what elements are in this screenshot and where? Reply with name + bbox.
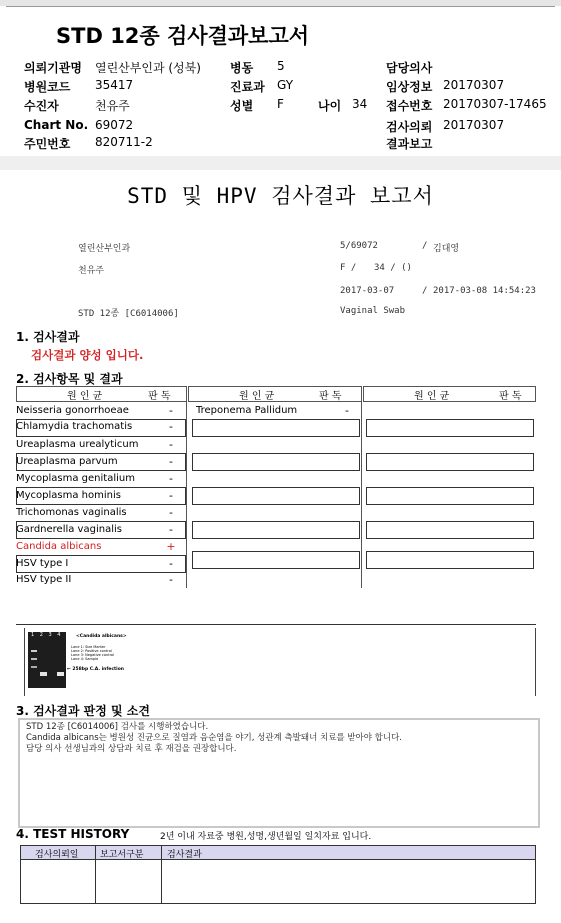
organism-gardnerella: Gardnerella vaginalis (16, 524, 122, 535)
organism-treponema: Treponema Pallidum (196, 405, 298, 416)
meta-test-name: STD 12종 [C6014006] (78, 309, 179, 319)
organism-u-urealyticum: Ureaplasma urealyticum (16, 439, 139, 450)
section1-title: 1. 검사결과 (16, 330, 80, 344)
empty-row-box (192, 419, 360, 437)
gel-legend-line: Lane 4: Sample (71, 657, 99, 661)
id-label: 주민번호 (24, 137, 71, 151)
gel-legend-line: Lane 1: Size Marker (71, 645, 106, 649)
doctor-label: 담당의사 (386, 61, 433, 75)
sex-value: F (277, 97, 284, 111)
result-neisseria: - (169, 404, 173, 417)
history-table (20, 845, 536, 904)
result-u-parvum: - (169, 455, 173, 468)
col-judgement-label: 판 독 (319, 391, 342, 402)
organism-u-parvum: Ureaplasma parvum (16, 456, 118, 467)
opinion-text (26, 722, 402, 755)
history-note: 2년 이내 자료중 병원,성명,생년월일 일치자료 입니다. (160, 832, 372, 842)
gel-legend-line: Lane 2: Positive control (71, 649, 112, 653)
result-chlamydia: - (169, 420, 173, 433)
result-hsv1: - (169, 557, 173, 570)
meta-patient: 천유주 (78, 266, 105, 276)
report-title: STD 12종 검사결과보고서 (56, 24, 310, 48)
organism-chlamydia: Chlamydia trachomatis (16, 421, 133, 432)
ward-value: 5 (277, 59, 285, 73)
result-positive-text: 검사결과 양성 입니다. (31, 348, 144, 362)
history-col-type: 보고서구분 (100, 850, 144, 860)
dept-label: 진료과 (230, 80, 265, 94)
gel-legend-line: Lane 3: Negative control (71, 653, 115, 657)
clinical-label: 임상정보 (386, 80, 433, 94)
gel-lane-numbers: 1 2 3 4 (31, 632, 63, 638)
empty-row-box (366, 551, 534, 569)
result-m-hominis: - (169, 489, 173, 502)
column-header-right (363, 386, 536, 402)
result-u-urealyticum: - (169, 438, 173, 451)
organism-hsv1: HSV type I (16, 558, 69, 569)
hospital-code-label: 병원코드 (24, 80, 71, 94)
std-hpv-title: STD 및 HPV 검사결과 보고서 (127, 184, 434, 208)
history-col-date: 검사의뢰일 (35, 850, 79, 860)
col-pathogen-label: 원 인 균 (239, 391, 275, 402)
meta-chart-ref: 5/69072 (340, 241, 378, 251)
institution-label: 의뢰기관명 (24, 61, 82, 75)
empty-row-box (366, 487, 534, 505)
meta-sex: F / (340, 263, 357, 273)
opinion-line: 담당 의사 선생님과의 상담과 치료 후 재검을 권장합니다. (26, 744, 237, 754)
result-gardnerella: - (169, 523, 173, 536)
meta-age: 34 / () (374, 263, 412, 273)
gel-bands (28, 632, 66, 688)
request-value: 20170307 (443, 118, 505, 132)
age-label: 나이 (318, 99, 342, 113)
empty-row-box (366, 453, 534, 471)
empty-row-box (366, 419, 534, 437)
organism-trichomonas: Trichomonas vaginalis (16, 507, 127, 518)
empty-row-box (192, 453, 360, 471)
empty-row-box (366, 521, 534, 539)
section4-title: 4. TEST HISTORY (16, 827, 130, 841)
sex-label: 성별 (230, 99, 254, 113)
gel-electrophoresis-image (28, 632, 66, 688)
report-label: 결과보고 (386, 137, 433, 151)
hospital-code-value: 35417 (95, 78, 134, 92)
col-judgement-label: 판 독 (499, 391, 522, 402)
meta-date-request: 2017-03-07 (340, 286, 395, 296)
col-pathogen-label: 원 인 균 (67, 391, 103, 402)
ward-label: 병동 (230, 61, 254, 75)
institution-value: 열린산부인과 (성북) (95, 61, 201, 75)
section3-title: 3. 검사결과 판정 및 소견 (16, 704, 150, 718)
column-header-left (16, 386, 187, 402)
col-judgement-label: 판 독 (148, 391, 171, 402)
result-candida: + (166, 540, 176, 553)
chart-label: Chart No. (24, 118, 89, 132)
meta-institution: 열린산부인과 (78, 244, 131, 254)
meta-slash-1: / (422, 241, 428, 251)
meta-date-report: 2017-03-08 14:54:23 (433, 286, 536, 296)
page-separator (0, 156, 561, 170)
organism-m-hominis: Mycoplasma hominis (16, 490, 121, 501)
age-value: 34 (352, 97, 368, 111)
organism-neisseria: Neisseria gonorrhoeae (16, 405, 129, 416)
col-pathogen-label: 원 인 균 (414, 391, 450, 402)
gel-caption: <Candida albicans> (76, 634, 127, 639)
recipient-label: 수진자 (24, 99, 59, 113)
gel-band-label: ← 258bp C.A. infection (67, 667, 125, 672)
opinion-line: Candida albicans는 병원성 진균으로 질염과 음순염을 야기, 성관계 측발돼너 치료를 받아야 합니다. (26, 733, 403, 743)
chart-value: 69072 (95, 118, 134, 132)
result-trichomonas: - (169, 506, 173, 519)
column-divider (361, 400, 362, 588)
recipient-value: 천유주 (95, 99, 130, 113)
id-value: 820711-2 (95, 135, 153, 149)
history-divider (161, 846, 162, 903)
organism-candida: Candida albicans (16, 541, 102, 552)
top-divider (6, 6, 555, 7)
column-divider (186, 400, 187, 588)
result-hsv2: - (169, 573, 173, 586)
dept-value: GY (277, 78, 294, 92)
result-m-genitalium: - (169, 472, 173, 485)
gel-top-rule (16, 624, 536, 625)
history-col-result: 검사결과 (167, 850, 202, 860)
organism-m-genitalium: Mycoplasma genitalium (16, 473, 135, 484)
clinical-value: 20170307 (443, 78, 505, 92)
organism-hsv2: HSV type II (16, 574, 72, 585)
empty-row-box (192, 487, 360, 505)
opinion-line: STD 12종 [C6014006] 검사를 시행하였습니다. (26, 722, 209, 732)
request-label: 검사의뢰 (386, 120, 433, 134)
receipt-value: 20170307-17465 (443, 97, 547, 111)
result-treponema: - (345, 404, 349, 417)
section2-title: 2. 검사항목 및 결과 (16, 372, 123, 386)
history-divider (95, 846, 96, 903)
gel-legend (71, 645, 114, 661)
meta-doctor: 김대영 (433, 244, 460, 254)
history-table-header (21, 846, 535, 860)
empty-row-box (192, 521, 360, 539)
meta-specimen: Vaginal Swab (340, 306, 406, 316)
column-header-middle (188, 386, 362, 402)
empty-row-box (192, 551, 360, 569)
receipt-label: 접수번호 (386, 99, 433, 113)
meta-slash-2: / (422, 286, 428, 296)
